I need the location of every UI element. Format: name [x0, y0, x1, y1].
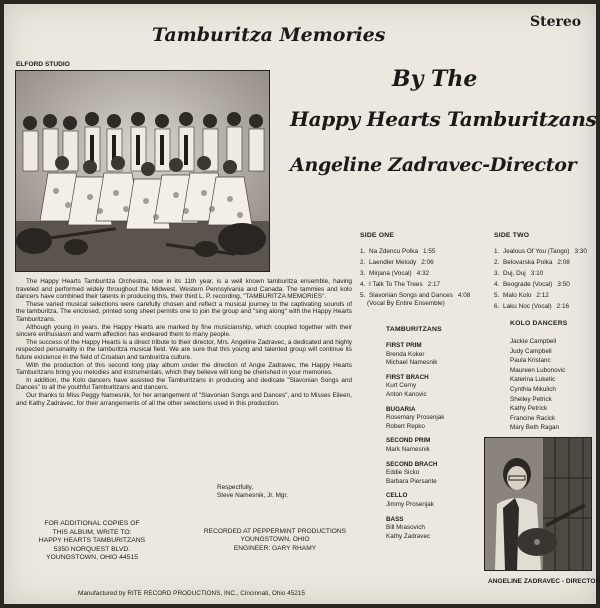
side-two-heading: SIDE TWO — [494, 232, 530, 239]
track-number: 4. — [494, 281, 500, 288]
tamburitzan-section — [386, 492, 486, 509]
dancer-name: Shelley Petrick — [510, 395, 552, 403]
dancer-name: Katerina Luketic — [510, 376, 556, 384]
section-heading: BUGARIA — [386, 405, 416, 413]
track-item — [494, 268, 600, 279]
member-name: Michael Namesnik — [386, 359, 438, 367]
track-item — [494, 246, 600, 257]
track-number: 6. — [494, 303, 500, 310]
group-photo-image — [16, 71, 269, 271]
liner-signoff: Respectfully, — [217, 484, 254, 491]
member-name: Robert Repko — [386, 422, 425, 430]
track-number: 3. — [494, 270, 500, 277]
track-item — [494, 301, 600, 312]
dancer-name: Cynthia Mikulich — [510, 385, 556, 393]
stereo-label: Stereo — [530, 14, 582, 30]
tamburitzan-section — [386, 406, 486, 432]
tamburitzans-heading: TAMBURITZANS — [386, 326, 442, 333]
director-photo — [484, 437, 592, 571]
track-number: 2. — [494, 259, 500, 266]
by-the-line: By The — [392, 66, 478, 92]
track-number: 3. — [360, 270, 366, 277]
kolo-dancers-list — [510, 337, 596, 433]
director-photo-image — [485, 438, 591, 570]
member-name: Anton Kanovic — [386, 390, 427, 398]
manufacturer-line: Manufactured by RITE RECORD PRODUCTIONS, INC., Cincinnati, Ohio 45215 — [78, 590, 305, 597]
tamburitzan-section — [386, 374, 486, 400]
track-number: 5. — [360, 292, 366, 299]
director-caption: ANGELINE ZADRAVEC - DIRECTOR — [488, 578, 600, 585]
dancer-name: Jackie Campbell — [510, 338, 557, 345]
track-time: 4:08 — [457, 292, 471, 299]
member-name: Bill Mrasovich — [386, 524, 425, 532]
track-time: 2:17 — [427, 281, 441, 288]
track-number: 1. — [494, 248, 500, 255]
section-heading: CELLO — [386, 492, 408, 500]
tamburitzan-section — [386, 437, 486, 454]
track-time: 1:55 — [423, 248, 436, 255]
track-item — [360, 257, 495, 268]
track-time: 2:08 — [557, 259, 570, 266]
dancer-name: Kathy Petrick — [510, 405, 548, 413]
track-item — [494, 290, 600, 301]
album-back-cover — [4, 4, 600, 604]
side-one-note: (Vocal By Entire Ensemble) — [367, 300, 445, 307]
track-title: Malo Kolo — [503, 292, 532, 299]
track-number: 5. — [494, 292, 500, 299]
liner-notes — [16, 278, 352, 407]
track-time: 2:12 — [536, 292, 549, 299]
member-name: Mark Namesnik — [386, 445, 430, 453]
member-name: Kathy Zadravec — [386, 532, 431, 540]
liner-paragraph: Although young in years, the Happy Hearts are marked by fine musicianship, which coupled together with their sincere enthusiasm and warm affection has endeared them to many people. — [16, 323, 352, 339]
member-name: Jimmy Prosenjak — [386, 500, 434, 508]
member-name: Eddie Sicko — [386, 469, 420, 477]
order-line: 5350 NORQUEST BLVD. — [53, 545, 131, 553]
track-title: Duj, Duj — [503, 270, 526, 277]
order-line: YOUNGSTOWN, OHIO 44515 — [45, 554, 139, 562]
director-line: Angeline Zadravec-Director — [290, 154, 577, 176]
track-time: 3:50 — [557, 281, 570, 288]
liner-paragraph: The success of the Happy Hearts is a direct tribute to their director, Mrs. Angeline Zadravec, a dedicated and highly respected personality in the tamburitza musical field. We are sure that this young and talented group will continue its future existence in the field of Croatian and tamburitza culture. — [16, 338, 352, 361]
track-title: Laendler Melody — [369, 259, 417, 266]
order-line: FOR ADDITIONAL COPIES OF — [44, 520, 140, 527]
order-line: HAPPY HEARTS TAMBURITZANS — [38, 537, 146, 545]
section-heading: FIRST PRIM — [386, 342, 422, 349]
side-one-heading: SIDE ONE — [360, 232, 395, 239]
dancer-name: Maureen Lubonovic — [510, 366, 566, 374]
studio-label: ELFORD STUDIO — [16, 61, 70, 68]
tamburitzan-section — [386, 461, 486, 487]
track-time: 3:10 — [530, 270, 544, 277]
dancer-name: Paula Kristanc — [510, 357, 551, 365]
recording-line: RECORDED AT PEPPERMINT PRODUCTIONS — [203, 528, 347, 535]
member-name: Kurt Cerny — [386, 382, 417, 390]
section-heading: SECOND BRACH — [386, 460, 438, 468]
track-time: 2:06 — [421, 259, 434, 266]
recording-line: YOUNGSTOWN, OHIO — [240, 536, 310, 544]
tamburitzan-section — [386, 342, 486, 368]
track-number: 1. — [360, 248, 366, 255]
track-title: Beograde (Vocal) — [503, 281, 553, 288]
track-title: Mirjana (Vocal) — [369, 270, 412, 277]
section-heading: FIRST BRACH — [386, 373, 429, 381]
order-info — [22, 520, 162, 563]
liner-paragraph: With the production of this second long play album under the direction of Angie Zadravec, the Happy Hearts Tamburitzans bring you melodies and instrumentals, which they believe will long be cherished in your memories. — [16, 361, 352, 377]
recording-info — [200, 528, 350, 553]
side-two-tracklist — [494, 246, 600, 312]
liner-paragraph: Our thanks to Miss Peggy Namesnik, for her arrangement of "Slavonian Songs and Dances", and to Misses Eileen, and Kathy Zadravec, for their arrangements of all the other selections used in this production. — [16, 391, 352, 407]
group-name: Happy Hearts Tamburitzans — [290, 107, 597, 131]
album-title: Tamburitza Memories — [152, 24, 386, 46]
group-photo — [15, 70, 270, 272]
dancer-name: Judy Campbell — [510, 347, 552, 355]
dancer-name: Francine Racick — [510, 414, 556, 422]
liner-paragraph: In addition, the Kolo dancers have assisted the Tamburitzans in producing and dedicate "Slavonian Songs and Dances" to all the youthful Tamburitzans and dancers. — [16, 376, 352, 392]
track-title: I Talk To The Trees — [369, 281, 423, 288]
member-name: Brenda Koker — [386, 350, 425, 358]
dancer-name: Mary Beth Ragan — [510, 424, 560, 432]
section-heading: BASS — [386, 515, 404, 523]
member-name: Barbara Piersante — [386, 477, 437, 485]
track-title: Na Zdencu Polka — [369, 248, 419, 255]
section-heading: SECOND PRIM — [386, 437, 431, 445]
recording-line: ENGINEER: GARY RHAMY — [233, 544, 317, 552]
liner-signer: Steve Namesnik, Jr. Mgr. — [217, 492, 289, 499]
track-item — [360, 279, 495, 290]
track-item — [494, 257, 600, 268]
track-item — [360, 246, 495, 257]
track-time: 2:16 — [556, 303, 570, 310]
track-item — [360, 268, 495, 279]
tamburitzans-list — [386, 342, 486, 547]
track-item — [494, 279, 600, 290]
track-number: 4. — [360, 281, 366, 288]
tamburitzan-section — [386, 516, 486, 542]
track-time: 3:30 — [574, 248, 587, 255]
track-time: 4:32 — [416, 270, 430, 277]
track-title: Laku Noc (Vocal) — [503, 303, 552, 310]
track-title: Jealous Of You (Tango) — [503, 248, 570, 255]
track-number: 2. — [360, 259, 366, 266]
liner-paragraph: The Happy Hearts Tamburitza Orchestra, now in its 11th year, is a well known tamburitza ensemble, having traveled and performed widely throughout the Midwest, Western Pennsylvania and Canada. The tammies and kolo dancers have combined their talents in producing this, their third L. P. recording, "TAMBURITZA MEMORIES". — [16, 278, 352, 301]
order-line: THIS ALBUM, WRITE TO: — [52, 528, 132, 536]
member-name: Rosemary Prosenjak — [386, 414, 445, 422]
kolo-heading: KOLO DANCERS — [510, 320, 568, 327]
side-one-tracklist — [360, 246, 495, 301]
liner-paragraph: These varied musical selections were carefully chosen and reflect a musical journey to the captivating sounds of the tamburitza. The enclosed, printed song sheet permits one to join the group and "sing along" with the Happy Hearts Tamburitzans. — [16, 300, 352, 323]
track-title: Belovarska Polka — [503, 259, 553, 266]
track-title: Slavonian Songs and Dances — [369, 292, 453, 299]
